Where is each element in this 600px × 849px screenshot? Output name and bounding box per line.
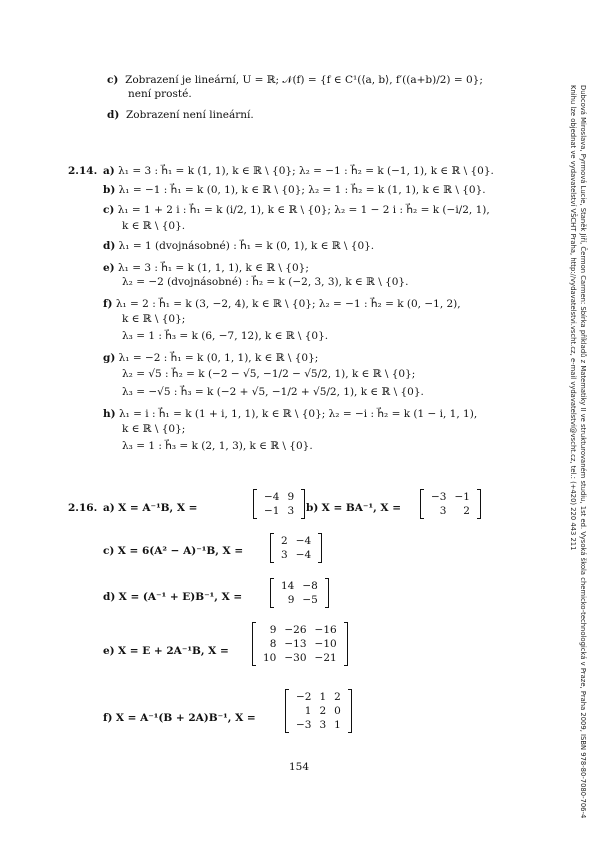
matrix-cell: 1 xyxy=(304,705,312,717)
line-text: X = A⁻¹B, X = xyxy=(118,502,198,514)
line-text: λ₂ = √5 : h⃗₂ = k (−2 − √5, −1/2 − √5/2, 1), k ∈ ℝ \ {0}; xyxy=(122,368,416,380)
item-label: d) xyxy=(107,109,120,121)
matrix-cell: −2 xyxy=(296,691,312,703)
line-text: λ₁ = 1 + 2 i : h⃗₁ = k (i/2, 1), k ∈ ℝ \ {0}; λ₂ = 1 − 2 i : h⃗₂ = k (−i/2, 1), xyxy=(117,204,490,216)
ex214-line-g-lambda2 xyxy=(122,368,415,381)
ex214-line-f xyxy=(103,298,461,311)
matrix-b xyxy=(420,490,481,518)
line-text: X = 6(A² − A)⁻¹B, X = xyxy=(117,545,244,557)
matrix-cell: −4 xyxy=(295,549,312,561)
matrix-d xyxy=(270,579,329,607)
ex216-c xyxy=(103,545,243,558)
line-text: X = E + 2A⁻¹B, X = xyxy=(118,645,229,657)
matrix-cell: −30 xyxy=(284,652,307,664)
line-text: k ∈ ℝ \ {0}; xyxy=(122,423,186,435)
ex214-line-f-cont xyxy=(122,313,185,326)
margin-note-line: Dubcová Miroslava, Pyrmová Lucie, Staněk Jiří, Čermon Carmen: Sbírka příkladů z Matematiky II ve strukturovaném studiu, 1st ed. Vysoká škola chemicko-technologická v Praze, Praha 2009, ISBN 978-80-7080-706-4 xyxy=(579,85,587,819)
item-text: Zobrazení je lineární, U = ℝ; 𝒩(f) = {f ∈ C¹(⟨a, b⟩, f′((a+b)/2) = 0}; xyxy=(125,74,483,86)
line-label: c) xyxy=(103,204,115,216)
line-text: k ∈ ℝ \ {0}. xyxy=(122,220,186,232)
line-label: e) xyxy=(103,262,115,274)
line-text: X = BA⁻¹, X = xyxy=(321,502,401,514)
matrix-cell: 2 xyxy=(334,691,341,703)
matrix-cell: −1 xyxy=(264,505,280,517)
ex214-line-h-cont xyxy=(122,423,185,436)
ex214-line-c xyxy=(103,204,490,217)
line-text: λ₂ = −2 (dvojnásobné) : h⃗₂ = k (−2, 3, 3), k ∈ ℝ \ {0}. xyxy=(122,276,409,288)
line-text: λ₁ = 3 : h⃗₁ = k (1, 1), k ∈ ℝ \ {0}; λ₂ = −1 : h⃗₂ = k (−1, 1), k ∈ ℝ \ {0}. xyxy=(118,165,494,177)
margin-note-line: Knihu lze objednat ve vydavatelství VŠCHT Praha, http://vydavatelstvi.vscht.cz, e-mail vydavatelstvi@vscht.cz, tel.: (+420) 220 443 211 xyxy=(569,85,578,551)
matrix-cell: −10 xyxy=(314,638,337,650)
exercise-number-2-14: 2.14. xyxy=(68,165,98,177)
line-label: h) xyxy=(103,408,116,420)
matrix-cell: −4 xyxy=(264,491,280,503)
ex216-b xyxy=(306,502,401,515)
line-text: λ₁ = 3 : h⃗₁ = k (1, 1, 1), k ∈ ℝ \ {0}; xyxy=(118,262,309,274)
ex214-line-h-lambda3 xyxy=(122,440,313,453)
matrix-cell: 8 xyxy=(269,638,277,650)
ex216-d xyxy=(103,591,242,604)
matrix-cell: 9 xyxy=(269,624,277,636)
line-label: a) xyxy=(103,165,115,177)
line-text: λ₁ = −1 : h⃗₁ = k (0, 1), k ∈ ℝ \ {0}; λ₂ = 1 : h⃗₂ = k (1, 1), k ∈ ℝ \ {0}. xyxy=(118,184,486,196)
line-label: b) xyxy=(306,502,319,514)
matrix-cell: 2 xyxy=(463,505,470,517)
ex216-f xyxy=(103,712,256,725)
matrix-cell: −13 xyxy=(284,638,307,650)
line-label: a) xyxy=(103,502,115,514)
ex214-line-c-cont xyxy=(122,220,185,233)
ex214-line-a xyxy=(103,165,494,178)
matrix-cell: 2 xyxy=(281,535,288,547)
ex214-line-g-lambda3 xyxy=(122,386,424,399)
item-d xyxy=(107,109,254,122)
matrix-e xyxy=(252,623,348,665)
line-text: k ∈ ℝ \ {0}; xyxy=(122,313,186,325)
matrix-c xyxy=(270,534,322,562)
item-text: není prosté. xyxy=(128,88,192,100)
matrix-cell: 1 xyxy=(334,719,341,731)
line-text: λ₁ = −2 : h⃗₁ = k (0, 1, 1), k ∈ ℝ \ {0}; xyxy=(118,352,319,364)
matrix-cell: 9 xyxy=(287,594,295,606)
matrix-cell: −4 xyxy=(295,535,312,547)
line-text: λ₃ = 1 : h⃗₃ = k (6, −7, 12), k ∈ ℝ \ {0}. xyxy=(122,330,329,342)
line-text: λ₃ = 1 : h⃗₃ = k (2, 1, 3), k ∈ ℝ \ {0}. xyxy=(122,440,313,452)
line-text: λ₁ = 1 (dvojnásobné) : h⃗₁ = k (0, 1), k ∈ ℝ \ {0}. xyxy=(118,240,375,252)
matrix-f xyxy=(285,690,352,732)
line-label: f) xyxy=(103,712,113,724)
matrix-cell: 3 xyxy=(281,549,288,561)
exercise-number-2-16: 2.16. xyxy=(68,502,98,514)
line-label: e) xyxy=(103,645,115,657)
matrix-a xyxy=(253,490,305,518)
ex214-line-f-lambda3 xyxy=(122,330,328,343)
item-c xyxy=(107,74,483,87)
matrix-cell: −26 xyxy=(284,624,307,636)
matrix-cell: 10 xyxy=(263,652,277,664)
line-label: b) xyxy=(103,184,116,196)
ex216-e xyxy=(103,645,229,658)
line-label: c) xyxy=(103,545,115,557)
item-label: c) xyxy=(107,74,119,86)
matrix-cell: −21 xyxy=(314,652,337,664)
matrix-cell: 3 xyxy=(439,505,447,517)
ex214-line-d xyxy=(103,240,374,253)
matrix-cell: 2 xyxy=(319,705,327,717)
line-label: g) xyxy=(103,352,116,364)
matrix-cell: −3 xyxy=(296,719,312,731)
matrix-cell: −1 xyxy=(454,491,470,503)
matrix-cell: 1 xyxy=(319,691,327,703)
ex214-line-g xyxy=(103,352,318,365)
line-label: d) xyxy=(103,591,116,603)
page-number: 154 xyxy=(289,761,310,773)
line-text: X = A⁻¹(B + 2A)B⁻¹, X = xyxy=(115,712,256,724)
item-c-continued xyxy=(128,88,192,101)
matrix-cell: 3 xyxy=(287,505,295,517)
matrix-cell: −3 xyxy=(431,491,447,503)
line-label: f) xyxy=(103,298,113,310)
line-label: d) xyxy=(103,240,116,252)
matrix-cell: 0 xyxy=(334,705,341,717)
item-text: Zobrazení není lineární. xyxy=(126,109,254,121)
matrix-cell: −8 xyxy=(302,580,318,592)
ex216-a xyxy=(103,502,197,515)
matrix-cell: 9 xyxy=(287,491,295,503)
matrix-cell: −5 xyxy=(302,594,318,606)
ex214-line-b xyxy=(103,184,486,197)
matrix-cell: 3 xyxy=(319,719,327,731)
matrix-cell: 14 xyxy=(281,580,295,592)
line-text: λ₃ = −√5 : h⃗₃ = k (−2 + √5, −1/2 + √5/2, 1), k ∈ ℝ \ {0}. xyxy=(122,386,424,398)
line-text: λ₁ = i : h⃗₁ = k (1 + i, 1, 1), k ∈ ℝ \ {0}; λ₂ = −i : h⃗₂ = k (1 − i, 1, 1), xyxy=(118,408,478,420)
line-text: λ₁ = 2 : h⃗₁ = k (3, −2, 4), k ∈ ℝ \ {0}; λ₂ = −1 : h⃗₂ = k (0, −1, 2), xyxy=(115,298,461,310)
ex214-line-e xyxy=(103,262,309,275)
ex214-line-e-cont xyxy=(122,276,408,289)
matrix-cell: −16 xyxy=(314,624,337,636)
line-text: X = (A⁻¹ + E)B⁻¹, X = xyxy=(118,591,243,603)
ex214-line-h xyxy=(103,408,477,421)
